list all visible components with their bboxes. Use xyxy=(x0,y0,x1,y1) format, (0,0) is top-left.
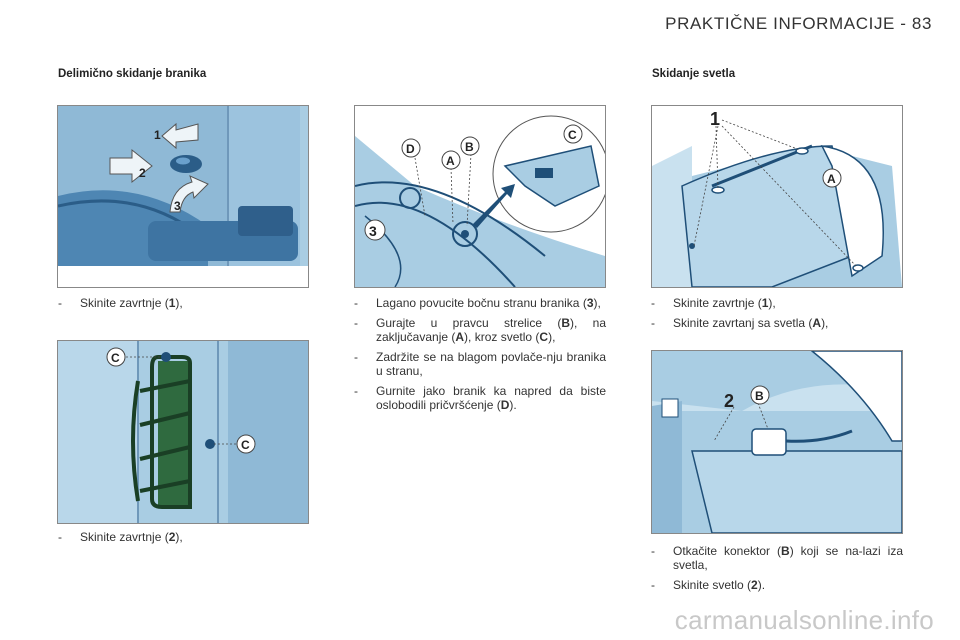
step-item: - Zadržite se na blagom povlače-nju branika u stranu, xyxy=(354,350,606,378)
fig1-label-1: 1 xyxy=(154,128,161,142)
step-item: - Otkačite konektor (B) koji se na-lazi iza svetla, xyxy=(651,544,903,572)
fig3-label-a: A xyxy=(827,172,836,186)
fig1-label-3: 3 xyxy=(174,199,181,213)
figure-screws-c xyxy=(57,340,309,524)
watermark: carmanualsonline.info xyxy=(674,605,934,635)
step-item: - Skinite zavrtnje (2), xyxy=(58,530,183,544)
fig2-label-d: D xyxy=(406,142,415,156)
fig2-label-c: C xyxy=(568,128,577,142)
section-title-light: Skidanje svetla xyxy=(652,68,736,80)
figure-light-connector xyxy=(651,350,903,534)
steps-col3-b xyxy=(651,544,903,598)
figure-bumper-screws xyxy=(57,105,309,288)
fig1-label-2: 2 xyxy=(139,166,146,180)
step-item: - Skinite zavrtanj sa svetla (A), xyxy=(651,316,829,330)
fig2-label-3: 3 xyxy=(369,223,377,239)
step-item: - Skinite zavrtnje (1), xyxy=(58,296,183,310)
steps-col1-b xyxy=(58,530,298,550)
steps-col1-a xyxy=(58,296,298,316)
fig5-label-b: B xyxy=(755,389,764,403)
steps-col2 xyxy=(354,296,606,418)
step-item: - Skinite svetlo (2). xyxy=(651,578,766,592)
steps-col3-a xyxy=(651,296,903,336)
step-item: - Lagano povucite bočnu stranu branika (3), xyxy=(354,296,601,310)
figure-light-screws xyxy=(651,105,903,288)
figure-bumper-fastening xyxy=(354,105,606,288)
fig4-label-c1: C xyxy=(111,351,120,365)
fig2-label-b: B xyxy=(465,140,474,154)
step-item: - Gurnite jako branik ka napred da biste oslobodili pričvršćenje (D). xyxy=(354,384,606,412)
fig4-label-c2: C xyxy=(241,438,250,452)
step-item: - Gurajte u pravcu strelice (B), na zaključavanje (A), kroz svetlo (C), xyxy=(354,316,606,344)
step-item: - Skinite zavrtnje (1), xyxy=(651,296,776,310)
fig5-label-2: 2 xyxy=(724,391,735,411)
page-header: PRAKTIČNE INFORMACIJE - 83 xyxy=(665,14,932,33)
section-title-bumper: Delimično skidanje branika xyxy=(58,68,207,80)
fig2-label-a: A xyxy=(446,154,455,168)
fig3-label-1: 1 xyxy=(710,109,721,129)
